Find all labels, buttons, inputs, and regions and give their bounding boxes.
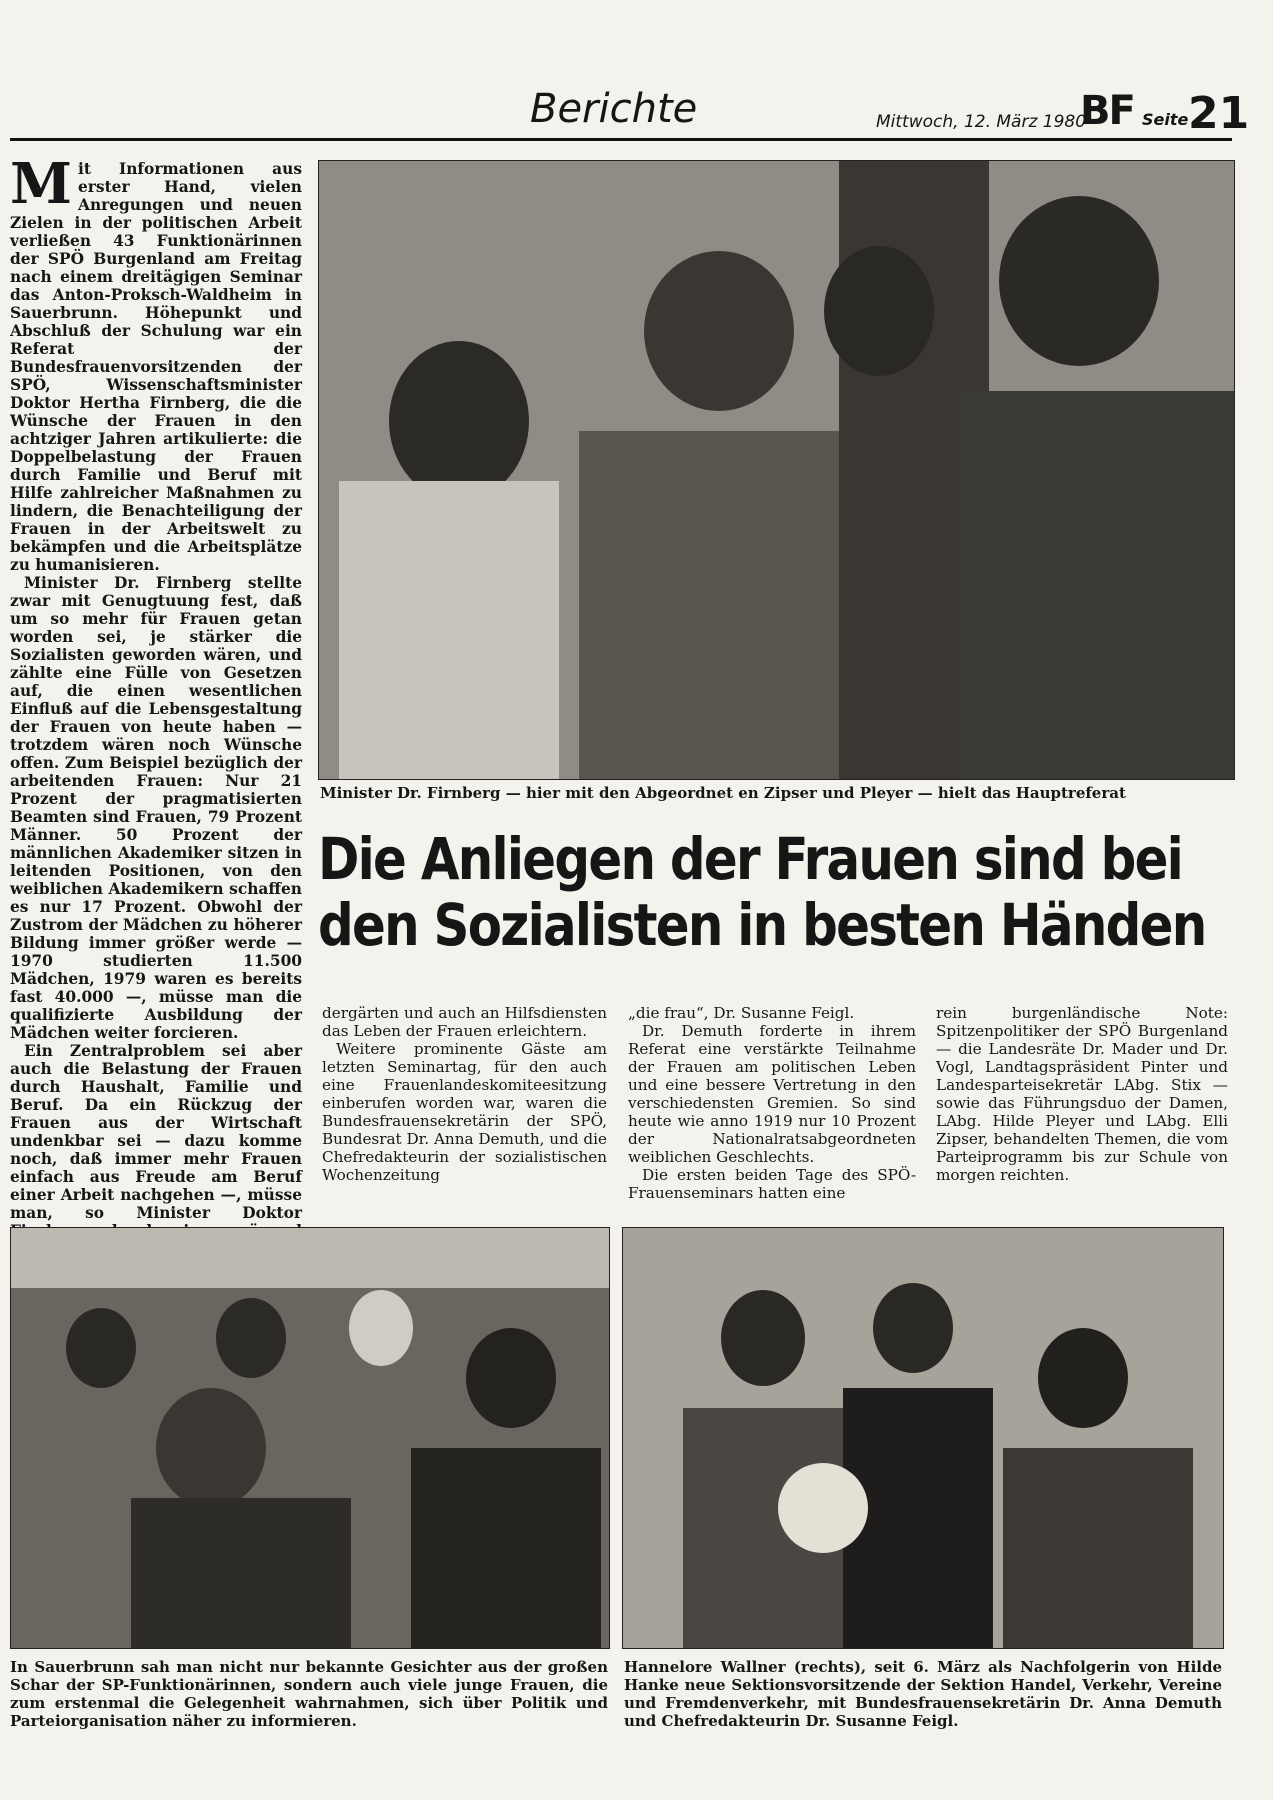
article-paragraph: rein burgenländische Note: Spitzenpolitiker der SPÖ Burgenland — die Landesräte Dr. Mader und Dr. Vogl, Landtagspräsident Pinter und Landesparteisekretär LAbg. Stix — sowie das Führungsduo der Damen, LAbg. Hilde Pleyer und LAbg. Elli Zipser, behandelten Themen, die vom Parteiprogramm bis zur Schule von morgen reichten. bbox=[936, 1004, 1228, 1184]
caption-bottom-left-photo: In Sauerbrunn sah man nicht nur bekannte Gesichter aus der großen Schar der SP-Funktionärinnen, sondern auch viele junge Frauen, die zum erstenmal die Gelegenheit wahrnahmen, sich über Politik und Parteiorganisation näher zu informieren. bbox=[10, 1658, 608, 1730]
lead-column bbox=[10, 151, 302, 1258]
lead-paragraph: Minister Dr. Firnberg stellte zwar mit Genugtuung fest, daß um so mehr für Frauen getan worden sei, je stärker die Sozialisten geworden wären, und zählte eine Fülle von Gesetzen auf, die einen wesentlichen Einfluß auf die Lebensgestaltung der Frauen von heute haben — trotzdem wären noch Wünsche offen. Zum Beispiel bezüglich der arbeitenden Frauen: Nur 21 Prozent der pragmatisierten Beamten sind Frauen, 79 Prozent Männer. 50 Prozent der männlichen Akademiker sitzen in leitenden Positionen, von den weiblichen Akademikern schaffen es nur 17 Prozent. Obwohl der Zustrom der Mädchen zu höherer Bildung immer größer werde — 1970 studierten 11.500 Mädchen, 1979 waren es bereits fast 40.000 —, müsse man die qualifizierte Ausbildung der Mädchen weiter forcieren. bbox=[10, 574, 302, 1042]
photo-seminar-audience bbox=[10, 1227, 610, 1649]
photo-firnberg-with-delegates bbox=[318, 160, 1235, 780]
article-paragraph: Dr. Demuth forderte in ihrem Referat eine verstärkte Teilnahme der Frauen am politischen Leben und eine bessere Vertretung in den verschiedensten Gremien. So sind heute wie anno 1919 nur 10 Prozent der Nationalratsabgeordneten weiblichen Geschlechts. bbox=[628, 1022, 916, 1166]
newspaper-logo: BF bbox=[1080, 88, 1134, 134]
headline-line-2: den Sozialisten in besten Händen bbox=[318, 891, 1206, 959]
photo-placeholder-bottom-left bbox=[11, 1228, 609, 1648]
drop-cap: M bbox=[10, 151, 72, 217]
article-paragraph: dergärten und auch an Hilfsdiensten das Leben der Frauen erleichtern. bbox=[322, 1004, 607, 1040]
article-column-4 bbox=[936, 1004, 1228, 1184]
headline bbox=[318, 825, 1206, 959]
caption-top-photo: Minister Dr. Firnberg — hier mit den Abgeordnet en Zipser und Pleyer — hielt das Hauptreferat bbox=[320, 784, 1126, 802]
page-number: 21 bbox=[1188, 88, 1250, 139]
article-paragraph: „die frau“, Dr. Susanne Feigl. bbox=[628, 1004, 855, 1022]
article-paragraph: Die ersten beiden Tage des SPÖ-Frauenseminars hatten eine bbox=[628, 1166, 916, 1202]
issue-date: Mittwoch, 12. März 1980 bbox=[876, 112, 1087, 132]
lead-paragraph: Ein Zentralproblem sei aber auch die Belastung der Frauen durch Haushalt, Familie und Beruf. Da ein Rückzug der Frauen aus der Wirtschaft undenkbar sei — dazu komme noch, daß immer mehr Frauen einfach aus Freude am Beruf einer Arbeit nachgehen —, müsse man, so Minister Doktor bbox=[10, 1042, 302, 1222]
page-label: Seite bbox=[1142, 110, 1189, 129]
photo-wallner-demuth-feigl bbox=[622, 1227, 1224, 1649]
article-column-2 bbox=[322, 1004, 607, 1184]
article-column-3 bbox=[628, 1004, 916, 1202]
headline-line-1: Die Anliegen der Frauen sind bei bbox=[318, 825, 1183, 893]
section-title: Berichte bbox=[530, 86, 698, 132]
lead-paragraph: it Informationen aus erster Hand, vielen Anregungen und neuen Zielen in der politischen Arbeit verließen 43 Funktionärinnen der SPÖ Burgenland am Freitag nach einem dreitägigen Seminar das Anton-Proksch-Waldheim in Sauerbrunn. Höhepunkt und Abschluß der Schulung war ein Referat der Bundesfrauenvorsitzenden der SPÖ, Wissenschaftsminister Doktor Hertha Firnberg, die die Wünsche der Frauen in den achtziger Jahren artikulierte: die Doppelbelastung der Frauen durch Familie und Beruf mit Hilfe zahlreicher Maßnahmen zu lindern, die Benachteiligung der Frauen in der Arbeitswelt zu bekämpfen und die Arbeitsplätze zu humanisieren. bbox=[10, 160, 302, 574]
photo-placeholder-bottom-right bbox=[623, 1228, 1223, 1648]
article-paragraph: Weitere prominente Gäste am letzten Seminartag, für den auch eine Frauenlandeskomiteesitzung einberufen worden war, waren die Bundesfrauensekretärin der SPÖ, Bundesrat Dr. Anna Demuth, und die Chefredakteurin der sozialistischen Wochenzeitung bbox=[322, 1040, 607, 1184]
header-rule bbox=[10, 138, 1232, 141]
photo-placeholder-top bbox=[319, 161, 1234, 779]
caption-bottom-right-photo: Hannelore Wallner (rechts), seit 6. März als Nachfolgerin von Hilde Hanke neue Sektionsvorsitzende der Sektion Handel, Verkehr, Vereine und Fremdenverkehr, mit Bundesfrauensekretärin Dr. Anna Demuth und Chefredakteurin Dr. Susanne Feigl. bbox=[624, 1658, 1222, 1730]
